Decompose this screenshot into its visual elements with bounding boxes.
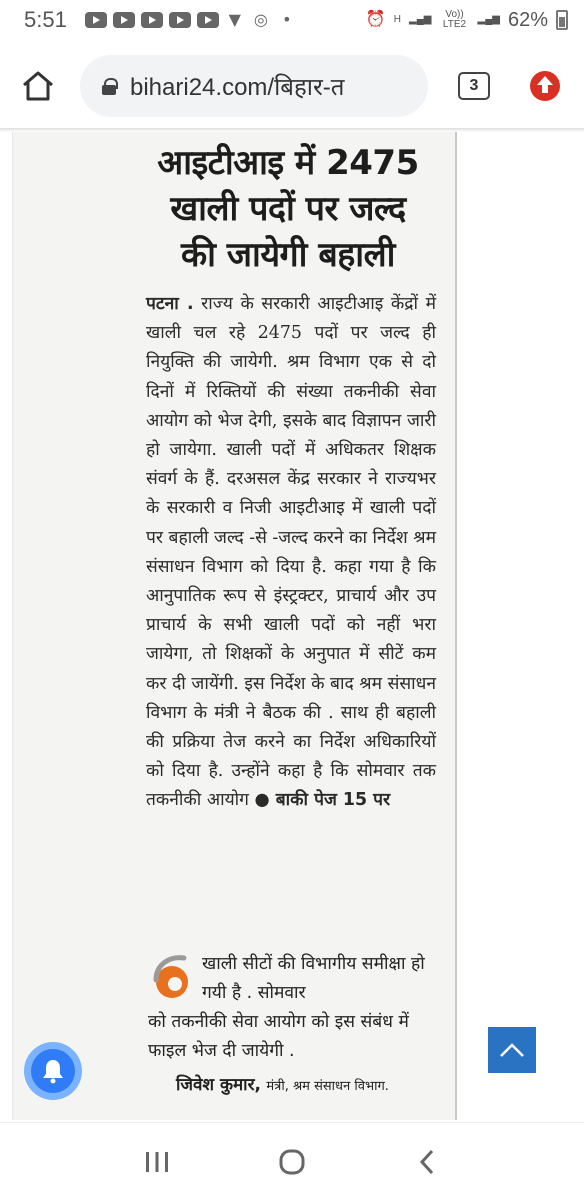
minister-quote-continued: को तकनीकी सेवा आयोग को इस संबंध में फाइल भेज दी जायेगी . [148,1012,409,1061]
update-icon[interactable] [530,71,560,101]
body-text: राज्य के सरकारी आइटीआइ केंद्रों में खाली चल रहे 2475 पदों पर जल्द ही नियुक्ति की जायेगी. श्रम विभाग एक से दो दिनों में रिक्तियों की संख्या तकनीकी सेवा आयोग को भेज देगी, इसके बाद विज्ञापन जारी हो जायेगा. खाली पदों में अधिकतर शिक्षक संवर्ग के हैं. दरअसल केंद्र सरकार ने राज्यभर के सरकारी व निजी आइटीआइ में खाली पदों पर बहाली जल्द -से -जल्द करने का निर्देश श्रम संसाधन विभाग को दिया है. कहा गया है कि आनुपातिक रूप से इंस्ट्रक्टर, प्राचार्य और उप प्राचार्य के सभी खाली पदों को नहीं भरा जायेगा, तो शिक्षकों के अनुपात में सीटें कम कर दी जायेंगी. इस निर्देश के बाद श्रम संसाधन विभाग के मंत्री ने बैठक की . साथ ही बहाली की प्रक्रिया तेज करने का निर्देश अधिकारियों को दिया है. उन्होंने कहा है कि सोमवार तक तकनीकी आयोग [146,294,436,811]
more-notifications-icon: • [282,10,292,29]
quote-mark-icon [148,954,194,1000]
home-button[interactable] [18,66,58,106]
signal-2-icon: ▂▄▆ [477,14,500,25]
network-type: H [393,14,402,25]
article-body [146,290,436,816]
scroll-to-top-button[interactable] [488,1027,536,1073]
youtube-icon [85,12,107,28]
youtube-icon [197,12,219,28]
alarm-icon: ⏰ [365,11,386,28]
youtube-icon [113,12,135,28]
continued-note: ● बाकी पेज 15 पर [254,790,391,811]
signal-icon: ▂▄▆ [409,14,432,25]
system-icons [366,9,568,32]
home-circle-icon [278,1148,306,1176]
battery-icon [556,10,568,30]
back-button[interactable] [407,1142,447,1182]
chevron-up-icon [499,1042,525,1058]
lock-icon [102,78,116,94]
youtube-icon [169,12,191,28]
trophy-icon: ▼ [228,10,241,29]
article-headline [138,140,438,278]
battery-percent: 62% [507,8,548,31]
address-bar[interactable] [80,55,428,117]
status-time: 5:51 [24,7,67,32]
lte-label: Vo)) LTE2 [442,9,467,30]
minister-quote: खाली सीटों की विभागीय समीक्षा हो गयी है . सोमवार [202,954,425,1003]
youtube-icon [141,12,163,28]
bell-circle [31,1049,75,1093]
status-bar [0,0,584,40]
byline-role: मंत्री, श्रम संसाधन विभाग. [266,1079,389,1094]
headline-line: की जायेगी बहाली [181,235,395,275]
quote-byline [176,1072,446,1095]
headline-line: खाली पदों पर जल्द [170,189,406,229]
system-nav-bar [0,1122,584,1200]
url-text: bihari24.com/बिहार-त [130,73,345,101]
recent-apps-button[interactable] [137,1142,177,1182]
home-icon [21,70,55,102]
back-icon [418,1149,436,1175]
notification-icons [85,11,366,29]
page-content[interactable] [0,132,584,1120]
dateline: पटना . [146,294,194,314]
bell-icon [41,1058,65,1084]
home-nav-button[interactable] [272,1142,312,1182]
notification-bell-button[interactable] [24,1042,82,1100]
chrome-icon: ◎ [253,10,268,29]
byline-name: जिवेश कुमार, [176,1075,261,1095]
tab-switcher-button[interactable]: 3 [458,72,490,100]
recents-icon [144,1150,170,1174]
browser-toolbar [0,48,584,124]
headline-line: आइटीआइ में 2475 [157,143,419,183]
